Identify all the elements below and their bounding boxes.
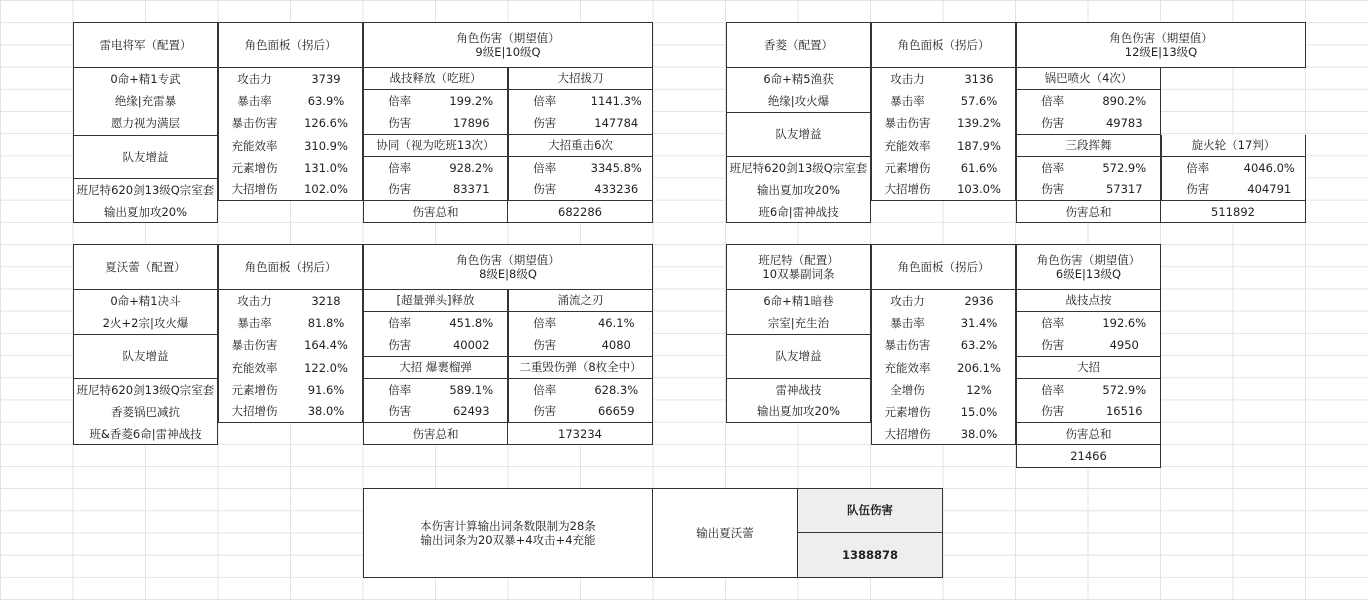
xiangling-config-header: 香菱（配置） — [726, 22, 871, 68]
bennett-mult-label: 倍率 — [1016, 312, 1089, 334]
raiden-buff-row: 输出夏加攻20% — [73, 201, 218, 223]
xiangling-damage-header — [1016, 22, 1306, 68]
raiden-total-value: 682286 — [508, 201, 653, 223]
raiden-stat-name: 大招增伤 — [218, 179, 290, 201]
xiawo-config-row: 2火+2宗|攻火爆 — [73, 312, 218, 334]
xiangling-mult-value: 4046.0% — [1234, 157, 1307, 179]
xiawo-mult-value: 451.8% — [436, 312, 509, 334]
team-damage-label: 队伍伤害 — [798, 488, 943, 533]
xiangling-dmg-label: 伤害 — [1161, 179, 1234, 201]
raiden-config-header: 雷电将军（配置） — [73, 22, 218, 68]
xiawo-mult-value: 589.1% — [436, 379, 509, 401]
xiawo-config-row: 0命+精1决斗 — [73, 290, 218, 312]
xiangling-skill-name: 锅巴喷火（4次） — [1016, 68, 1161, 90]
raiden-dmg-label: 伤害 — [508, 112, 581, 134]
xiawo-stat-value: 91.6% — [290, 379, 363, 401]
xiangling-damage-level: 12级E|13级Q — [1124, 45, 1198, 59]
xiawo-stat-value: 81.8% — [290, 312, 363, 334]
xiawo-buff-row: 班&香菱6命|雷神战技 — [73, 423, 218, 445]
bennett-stat-value: 15.0% — [943, 401, 1016, 423]
raiden-dmg-value: 17896 — [436, 112, 509, 134]
bennett-mult-value: 192.6% — [1089, 312, 1162, 334]
xiawo-stat-value: 3218 — [290, 290, 363, 312]
raiden-dmg-label: 伤害 — [363, 112, 436, 134]
xiangling-skill-name: 三段挥舞 — [1016, 135, 1161, 157]
xiangling-stat-name: 暴击伤害 — [871, 112, 943, 134]
raiden-buff-row: 班尼特620剑13级Q宗室套 — [73, 179, 218, 201]
summary-note — [363, 488, 653, 578]
bennett-stat-value: 206.1% — [943, 357, 1016, 379]
raiden-mult-label: 倍率 — [363, 90, 436, 112]
xiangling-buff-label: 队友增益 — [726, 112, 871, 156]
xiawo-skill-name: 大招 爆裹榴弹 — [363, 357, 508, 379]
xiawo-dmg-value: 66659 — [581, 401, 654, 423]
bennett-panel-header: 角色面板（拐后） — [871, 244, 1016, 290]
xiawo-dmg-value: 4080 — [581, 334, 654, 356]
bennett-config-title: 班尼特（配置） — [758, 252, 839, 267]
raiden-damage-header — [363, 22, 653, 68]
xiangling-buff-row: 输出夏加攻20% — [726, 179, 871, 201]
bennett-config-row: 宗室|充生治 — [726, 312, 871, 334]
bennett-stat-name: 暴击率 — [871, 312, 943, 334]
raiden-buff-label: 队友增益 — [73, 135, 218, 179]
raiden-mult-label: 倍率 — [508, 157, 581, 179]
xiawo-stat-name: 暴击率 — [218, 312, 290, 334]
xiangling-dmg-label: 伤害 — [1016, 179, 1089, 201]
raiden-mult-value: 3345.8% — [581, 157, 654, 179]
bennett-buff-label: 队友增益 — [726, 334, 871, 378]
bennett-dmg-label: 伤害 — [1016, 401, 1089, 423]
xiangling-dmg-value: 49783 — [1089, 112, 1162, 134]
xiawo-skill-name: 涌流之刃 — [508, 290, 653, 312]
raiden-mult-value: 199.2% — [436, 90, 509, 112]
xiangling-total-label: 伤害总和 — [1016, 201, 1161, 223]
raiden-config-row: 绝缘|充雷暴 — [73, 90, 218, 112]
raiden-stat-value: 63.9% — [290, 90, 363, 112]
xiangling-panel-header: 角色面板（拐后） — [871, 22, 1016, 68]
xiangling-buff-row: 班尼特620剑13级Q宗室套 — [726, 157, 871, 179]
raiden-mult-value: 1141.3% — [581, 90, 654, 112]
xiawo-mult-label: 倍率 — [363, 379, 436, 401]
xiawo-stat-name: 大招增伤 — [218, 401, 290, 423]
bennett-skill-name: 战技点按 — [1016, 290, 1161, 312]
raiden-damage-level: 9级E|10级Q — [475, 45, 541, 59]
summary-note-line2: 输出词条为20双暴+4攻击+4充能 — [420, 533, 596, 547]
raiden-dmg-value: 147784 — [581, 112, 654, 134]
xiawo-stat-name: 暴击伤害 — [218, 334, 290, 356]
raiden-stat-name: 元素增伤 — [218, 157, 290, 179]
xiawo-mult-value: 628.3% — [581, 379, 654, 401]
xiawo-damage-title: 角色伤害（期望值） — [456, 252, 560, 267]
xiawo-stat-value: 122.0% — [290, 357, 363, 379]
xiawo-stat-name: 攻击力 — [218, 290, 290, 312]
xiangling-stat-value: 187.9% — [943, 135, 1016, 157]
xiawo-panel-header: 角色面板（拐后） — [218, 244, 363, 290]
bennett-stat-value: 31.4% — [943, 312, 1016, 334]
raiden-dmg-label: 伤害 — [363, 179, 436, 201]
xiangling-stat-name: 大招增伤 — [871, 179, 943, 201]
xiawo-stat-name: 充能效率 — [218, 357, 290, 379]
bennett-stat-value: 38.0% — [943, 423, 1016, 445]
bennett-config-row: 6命+精1暗巷 — [726, 290, 871, 312]
xiangling-stat-value: 139.2% — [943, 112, 1016, 134]
xiangling-dmg-value: 57317 — [1089, 179, 1162, 201]
bennett-stat-name: 充能效率 — [871, 357, 943, 379]
raiden-skill-name: 大招拔刀 — [508, 68, 653, 90]
xiangling-mult-label: 倍率 — [1161, 157, 1234, 179]
xiawo-stat-value: 38.0% — [290, 401, 363, 423]
xiawo-dmg-label: 伤害 — [508, 334, 581, 356]
raiden-stat-value: 310.9% — [290, 135, 363, 157]
xiangling-dmg-value: 404791 — [1234, 179, 1307, 201]
raiden-mult-value: 928.2% — [436, 157, 509, 179]
xiangling-mult-label: 倍率 — [1016, 90, 1089, 112]
xiawo-dmg-value: 62493 — [436, 401, 509, 423]
bennett-total-label: 伤害总和 — [1016, 423, 1161, 445]
xiawo-dmg-label: 伤害 — [508, 401, 581, 423]
team-damage-value: 1388878 — [798, 533, 943, 578]
xiawo-buff-row: 香菱锅巴减抗 — [73, 401, 218, 423]
bennett-damage-title: 角色伤害（期望值） — [1036, 252, 1141, 267]
bennett-stat-value: 63.2% — [943, 334, 1016, 356]
bennett-stat-name: 攻击力 — [871, 290, 943, 312]
xiangling-stat-name: 元素增伤 — [871, 157, 943, 179]
raiden-stat-name: 暴击率 — [218, 90, 290, 112]
raiden-mult-label: 倍率 — [363, 157, 436, 179]
raiden-stat-value: 126.6% — [290, 112, 363, 134]
xiawo-dmg-label: 伤害 — [363, 334, 436, 356]
raiden-damage-title: 角色伤害（期望值） — [456, 30, 560, 45]
raiden-config-row: 愿力视为满层 — [73, 112, 218, 134]
bennett-mult-label: 倍率 — [1016, 379, 1089, 401]
bennett-stat-name: 全增伤 — [871, 379, 943, 401]
xiawo-damage-header — [363, 244, 653, 290]
xiangling-total-value: 511892 — [1161, 201, 1306, 223]
raiden-stat-name: 攻击力 — [218, 68, 290, 90]
xiangling-mult-value: 890.2% — [1089, 90, 1162, 112]
bennett-buff-row: 雷神战技 — [726, 379, 871, 401]
raiden-stat-value: 3739 — [290, 68, 363, 90]
bennett-stat-name: 暴击伤害 — [871, 334, 943, 356]
xiangling-stat-value: 61.6% — [943, 157, 1016, 179]
xiangling-stat-name: 攻击力 — [871, 68, 943, 90]
xiangling-skill-name: 旋火轮（17判） — [1161, 135, 1306, 157]
xiangling-damage-title: 角色伤害（期望值） — [1109, 30, 1213, 45]
xiawo-buff-row: 班尼特620剑13级Q宗室套 — [73, 379, 218, 401]
bennett-mult-value: 572.9% — [1089, 379, 1162, 401]
xiangling-stat-value: 57.6% — [943, 90, 1016, 112]
xiawo-dmg-label: 伤害 — [363, 401, 436, 423]
bennett-dmg-value: 16516 — [1089, 401, 1162, 423]
xiangling-mult-label: 倍率 — [1016, 157, 1089, 179]
xiangling-mult-value: 572.9% — [1089, 157, 1162, 179]
raiden-stat-name: 暴击伤害 — [218, 112, 290, 134]
raiden-skill-name: 大招重击6次 — [508, 135, 653, 157]
xiangling-config-row: 绝缘|攻火爆 — [726, 90, 871, 112]
xiawo-buff-label: 队友增益 — [73, 334, 218, 378]
xiawo-mult-label: 倍率 — [508, 379, 581, 401]
bennett-config-subtitle: 10双暴副词条 — [762, 267, 835, 281]
raiden-dmg-value: 83371 — [436, 179, 509, 201]
raiden-config-row: 0命+精1专武 — [73, 68, 218, 90]
xiangling-stat-value: 3136 — [943, 68, 1016, 90]
summary-note-line1: 本伤害计算输出词条数限制为28条 — [420, 518, 596, 533]
xiawo-damage-level: 8级E|8级Q — [479, 267, 537, 281]
xiangling-dmg-label: 伤害 — [1016, 112, 1089, 134]
raiden-dmg-label: 伤害 — [508, 179, 581, 201]
bennett-skill-name: 大招 — [1016, 357, 1161, 379]
xiawo-total-value: 173234 — [508, 423, 653, 445]
raiden-stat-value: 102.0% — [290, 179, 363, 201]
xiangling-config-row: 6命+精5渔获 — [726, 68, 871, 90]
raiden-dmg-value: 433236 — [581, 179, 654, 201]
xiangling-stat-name: 暴击率 — [871, 90, 943, 112]
xiangling-stat-value: 103.0% — [943, 179, 1016, 201]
bennett-damage-header — [1016, 244, 1161, 290]
bennett-buff-row: 输出夏加攻20% — [726, 401, 871, 423]
xiawo-stat-value: 164.4% — [290, 334, 363, 356]
xiawo-total-label: 伤害总和 — [363, 423, 508, 445]
raiden-mult-label: 倍率 — [508, 90, 581, 112]
bennett-stat-name: 大招增伤 — [871, 423, 943, 445]
xiangling-buff-row: 班6命|雷神战技 — [726, 201, 871, 223]
xiawo-dmg-value: 40002 — [436, 334, 509, 356]
xiawo-config-header: 夏沃蕾（配置） — [73, 244, 218, 290]
raiden-skill-name: 战技释放（吃班） — [363, 68, 508, 90]
xiawo-skill-name: 二重毁伤弹（8枚全中） — [508, 357, 653, 379]
raiden-panel-header: 角色面板（拐后） — [218, 22, 363, 68]
xiawo-mult-label: 倍率 — [363, 312, 436, 334]
xiawo-stat-name: 元素增伤 — [218, 379, 290, 401]
xiawo-mult-value: 46.1% — [581, 312, 654, 334]
xiangling-stat-name: 充能效率 — [871, 135, 943, 157]
bennett-stat-value: 2936 — [943, 290, 1016, 312]
raiden-total-label: 伤害总和 — [363, 201, 508, 223]
bennett-total-value: 21466 — [1016, 445, 1161, 467]
bennett-dmg-label: 伤害 — [1016, 334, 1089, 356]
xiawo-skill-name: [超量弹头]释放 — [363, 290, 508, 312]
bennett-dmg-value: 4950 — [1089, 334, 1162, 356]
raiden-stat-name: 充能效率 — [218, 135, 290, 157]
raiden-stat-value: 131.0% — [290, 157, 363, 179]
bennett-damage-level: 6级E|13级Q — [1055, 267, 1122, 281]
bennett-stat-value: 12% — [943, 379, 1016, 401]
raiden-skill-name: 协同（视为吃班13次） — [363, 135, 508, 157]
xiawo-mult-label: 倍率 — [508, 312, 581, 334]
summary-output-label: 输出夏沃蕾 — [653, 488, 798, 578]
bennett-stat-name: 元素增伤 — [871, 401, 943, 423]
bennett-config-header — [726, 244, 871, 290]
